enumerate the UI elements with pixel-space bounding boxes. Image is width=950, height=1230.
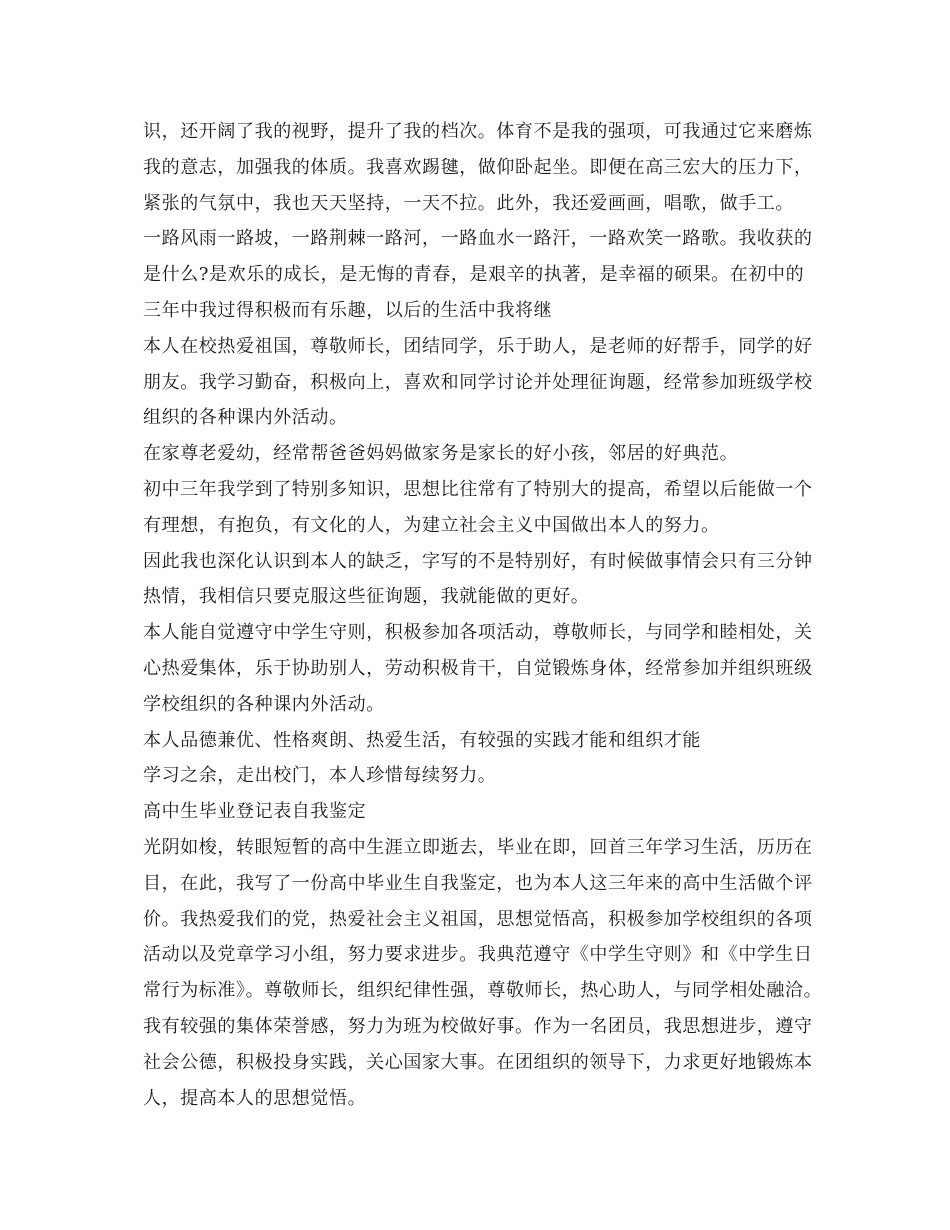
section-heading: 高中生毕业登记表自我鉴定 bbox=[143, 801, 367, 823]
text-line: 价。我热爱我们的党，热爱社会主义祖国，思想觉悟高，积极参加学校组织的各项 bbox=[143, 908, 813, 930]
text-line: 初中三年我学到了特别多知识，思想比往常有了特别大的提高，希望以后能做一个 bbox=[143, 478, 813, 500]
text-line: 常行为标准》。尊敬师长，组织纪律性强，尊敬师长，热心助人，与同学相处融洽。 bbox=[143, 980, 823, 1002]
text-line: 本人在校热爱祖国，尊敬师长，团结同学，乐于助人，是老师的好帮手，同学的好 bbox=[143, 335, 813, 357]
text-line: 本人能自觉遵守中学生守则，积极参加各项活动，尊敬师长，与同学和睦相处，关 bbox=[143, 622, 813, 644]
document-text-body bbox=[143, 114, 843, 1116]
text-line: 我有较强的集体荣誉感，努力为班为校做好事。作为一名团员，我思想进步，遵守 bbox=[143, 1015, 813, 1037]
text-line: 我的意志，加强我的体质。我喜欢踢毽，做仰卧起坐。即便在高三宏大的压力下， bbox=[143, 156, 813, 178]
text-line: 社会公德，积极投身实践，关心国家大事。在团组织的领导下，力求更好地锻炼本 bbox=[143, 1051, 813, 1073]
text-line: 光阴如梭，转眼短暂的高中生涯立即逝去，毕业在即，回首三年学习生活，历历在 bbox=[143, 836, 813, 858]
text-line: 本人品德兼优、性格爽朗、热爱生活，有较强的实践才能和组织才能 bbox=[143, 729, 701, 751]
text-line: 学习之余，走出校门，本人珍惜每续努力。 bbox=[143, 765, 497, 787]
text-line: 组织的各种课内外活动。 bbox=[143, 407, 348, 429]
text-line: 朋友。我学习勤奋，积极向上，喜欢和同学讨论并处理征询题，经常参加班级学校 bbox=[143, 371, 813, 393]
text-line: 紧张的气氛中，我也天天坚持，一天不拉。此外，我还爱画画，唱歌，做手工。 bbox=[143, 192, 794, 214]
text-line: 活动以及党章学习小组，努力要求进步。我典范遵守《中学生守则》和《中学生日 bbox=[143, 944, 813, 966]
text-line: 因此我也深化认识到本人的缺乏，字写的不是特别好，有时候做事情会只有三分钟 bbox=[143, 550, 813, 572]
text-line: 一路风雨一路坡，一路荆棘一路河，一路血水一路汗，一路欢笑一路歌。我收获的 bbox=[143, 228, 813, 250]
text-line: 有理想，有抱负，有文化的人，为建立社会主义中国做出本人的努力。 bbox=[143, 514, 720, 536]
text-line: 识，还开阔了我的视野，提升了我的档次。体育不是我的强项，可我通过它来磨炼 bbox=[143, 121, 813, 142]
text-line: 学校组织的各种课内外活动。 bbox=[143, 693, 385, 715]
text-line: 目，在此，我写了一份高中毕业生自我鉴定，也为本人这三年来的高中生活做个评 bbox=[143, 872, 813, 894]
text-line: 在家尊老爱幼，经常帮爸爸妈妈做家务是家长的好小孩，邻居的好典范。 bbox=[143, 443, 739, 465]
text-line: 人，提高本人的思想觉悟。 bbox=[143, 1087, 367, 1109]
text-line: 三年中我过得积极而有乐趣，以后的生活中我将继 bbox=[143, 299, 553, 321]
text-line: 是什么?是欢乐的成长，是无悔的青春，是艰辛的执著，是幸福的硕果。在初中的 bbox=[143, 264, 805, 286]
text-line: 心热爱集体，乐于协助别人，劳动积极肯干，自觉锻炼身体，经常参加并组织班级 bbox=[143, 657, 813, 679]
text-line: 热情，我相信只要克服这些征询题，我就能做的更好。 bbox=[143, 586, 590, 608]
